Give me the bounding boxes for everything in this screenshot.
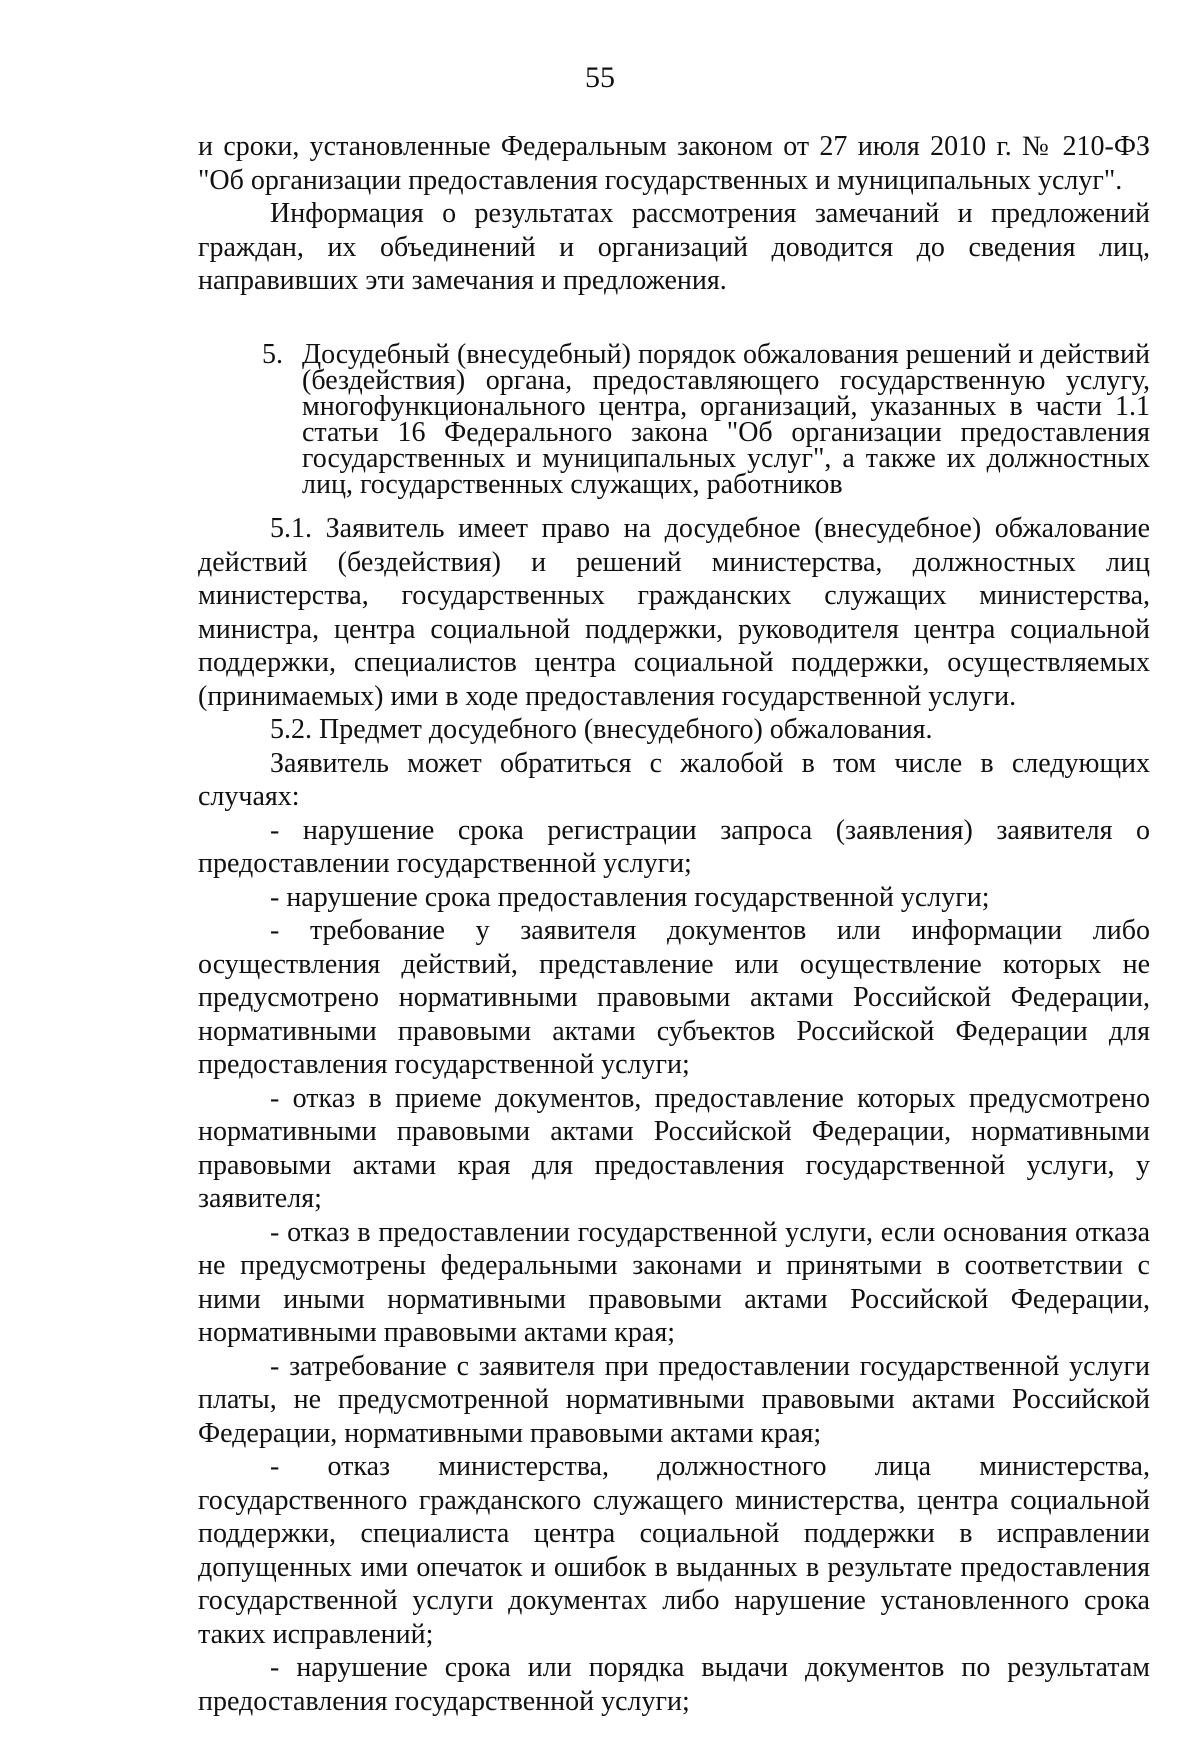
list-item: - отказ министерства, должностного лица министерства, государственного гражданского служащего министерства, центра социальной поддержки, специалиста центра социальной поддержки в исправлении допущенных ими опечаток и ошибок в выданных в результате предоставления государственной услуги документах либо нарушение установленного срока таких исправлений; bbox=[198, 1451, 1150, 1650]
list-item: - требование у заявителя документов или информации либо осуществления действий, представление или осуществление которых не предусмотрено нормативными правовыми актами Российской Федерации, нормативными правовыми актами субъектов Российской Федерации для предоставления государственной услуги; bbox=[198, 915, 1150, 1080]
list-item: - нарушение срока регистрации запроса (заявления) заявителя о предоставлении государственной услуги; bbox=[198, 814, 1150, 879]
section-number: 5. bbox=[262, 339, 283, 370]
paragraph-5-2: 5.2. Предмет досудебного (внесудебного) обжалования. bbox=[270, 714, 933, 745]
main-text-block bbox=[198, 512, 1150, 1718]
section-title: Досудебный (внесудебный) порядок обжалования решений и действий (бездействия) органа, предоставляющего государственную услугу, многофункционального центра, организаций, указанных в части 1.1 статьи 16 Федерального закона "Об организации предоставления государственных и муниципальных услуг", а также их должностных лиц, государственных служащих, работников bbox=[302, 339, 1150, 500]
paragraph-continuation: и сроки, установленные Федеральным законом от 27 июля 2010 г. № 210-ФЗ "Об организации предоставления государственных и муниципальных услуг". bbox=[198, 131, 1150, 196]
paragraph-5-1: 5.1. Заявитель имеет право на досудебное (внесудебное) обжалование действий (бездействия) и решений министерства, должностных лиц министерства, государственных гражданских служащих министерства, министра, центра социальной поддержки, руководителя центра социальной поддержки, специалистов центра социальной поддержки, осуществляемых (принимаемых) ими в ходе предоставления государственной услуги. bbox=[198, 513, 1150, 712]
list-item: - затребование с заявителя при предоставлении государственной услуги платы, не предусмотренной нормативными правовыми актами Российской Федерации, нормативными правовыми актами края; bbox=[198, 1350, 1150, 1449]
page-number: 55 bbox=[585, 61, 615, 94]
list-item: - отказ в приеме документов, предоставление которых предусмотрено нормативными правовыми актами Российской Федерации, нормативными правовыми актами края для предоставления государственной услуги, у заявителя; bbox=[198, 1082, 1150, 1214]
list-item: - нарушение срока или порядка выдачи документов по результатам предоставления государственной услуги; bbox=[198, 1652, 1150, 1717]
list-item: - отказ в предоставлении государственной услуги, если основания отказа не предусмотрены федеральными законами и принятыми в соответствии с ними иными нормативными правовыми актами Российской Федерации, нормативными правовыми актами края; bbox=[198, 1216, 1150, 1348]
top-text-block bbox=[198, 130, 1150, 298]
paragraph-info-results: Информация о результатах рассмотрения замечаний и предложений граждан, их объединений и организаций доводится до сведения лиц, направивших эти замечания и предложения. bbox=[198, 198, 1150, 296]
paragraph-cases-intro: Заявитель может обратиться с жалобой в том числе в следующих случаях: bbox=[198, 747, 1150, 812]
section-heading bbox=[262, 339, 1150, 500]
list-item: - нарушение срока предоставления государственной услуги; bbox=[270, 881, 990, 913]
